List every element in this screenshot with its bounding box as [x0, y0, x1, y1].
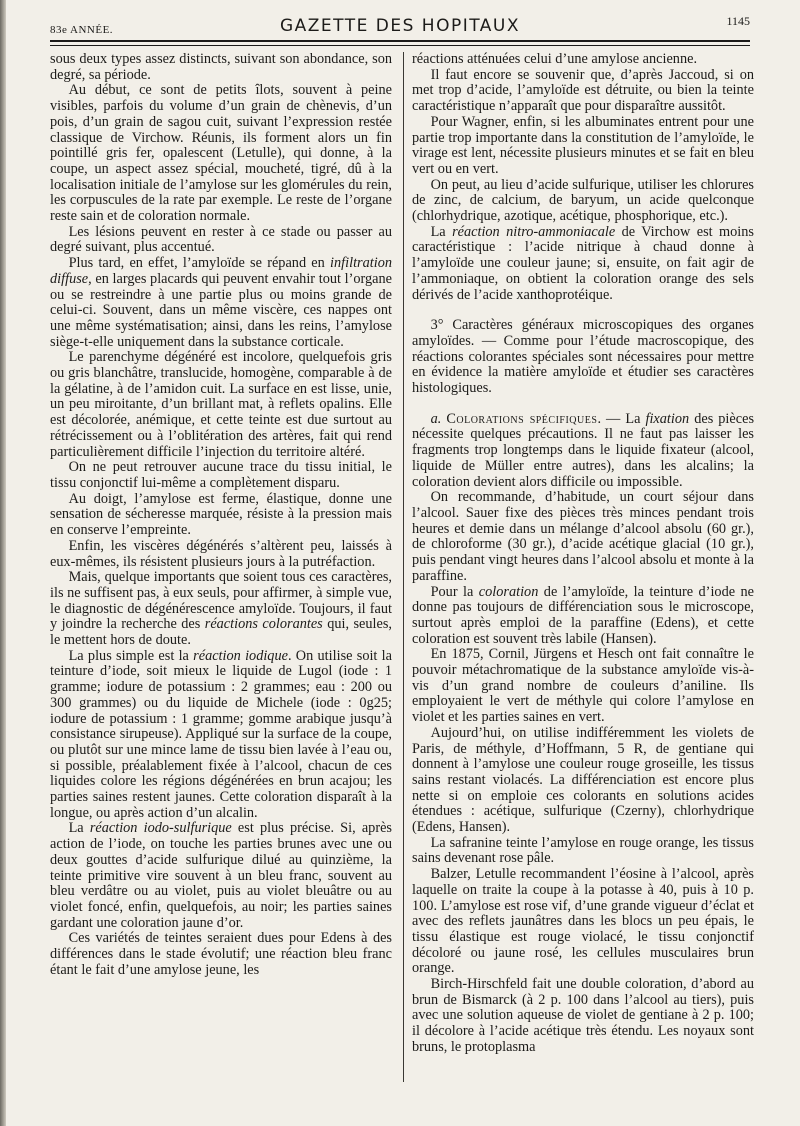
paragraph: La réaction nitro-ammoniacale de Virchow est moins caractéristique : l’acide nitrique à chaud donne à l’amyloïde une couleur jaune; si, ensuite, on fait agir de l’ammoniaque, on obtient la coloration orange des sels dérivés de l’acide xanthoprotéique. [412, 223, 754, 303]
paragraph: Il faut encore se souvenir que, d’après Jaccoud, si on met trop d’acide, l’amyloïde est détruite, ou bien la teinte caractéristique n’apparaît que pour disparaître aussitôt. [412, 66, 754, 115]
paragraph: Aujourd’hui, on utilise indifféremment les violets de Paris, de méthyle, d’Hoffmann, 5 R, de gentiane qui donnent à l’amylose une couleur rouge groseille, les tissus sains restant violacés. La différenciation est encore plus nette si on emploie ces colorants en solutions acides étendues : acétique, sulfurique (Czerny), chlorhydrique (Edens, Hansen). [412, 724, 754, 836]
page-edge-shadow [0, 0, 6, 1126]
header-rule-thin [50, 45, 750, 46]
paragraph: sous deux types assez distincts, suivant son abondance, son degré, sa période. [50, 51, 392, 83]
left-column [50, 52, 392, 978]
paragraph: Les lésions peuvent en rester à ce stade ou passer au degré suivant, plus accentué. [50, 223, 392, 256]
subsection-title: Colorations spécifiques [446, 410, 598, 427]
paragraph: Birch-Hirschfeld fait une double coloration, d’abord au brun de Bismarck (à 2 p. 100 dans l’alcool au tiers), puis avec une solution aqueuse de violet de gentiane à 2 p. 100; il décolore à l’acide acétique très étendu. Les noyaux sont bruns, le protoplasma [412, 976, 754, 1055]
header-rule [50, 40, 750, 42]
paragraph: La plus simple est la réaction iodique. On utilise soit la teinture d’iode, soit mieux le liquide de Lugol (iode : 1 gramme; iodure de potassium : 2 grammes; eau : 200 ou 300 grammes) ou du liquide de Michele (iode : 0g25; iodure de potassium : 1 gramme; gomme arabique jusqu’à consistance sirupeuse). Appliqué sur la surface de la coupe, ou plutôt sur une mince lame de tissu bien lavée à l’eau ou, si possible, préalablement fixée à l’alcool, chacun de ces liquides colore les régions dégénérées en brun acajou; les parties saines restent jaunes. Cette coloration disparaît à la longue, ou après action d’un alcalin. [50, 647, 392, 821]
journal-title: GAZETTE DES HOPITAUX [279, 16, 521, 36]
paragraph: On peut, au lieu d’acide sulfurique, utiliser les chlorures de zinc, de calcium, de baryum, un acide quelconque (chlorhydrique, azotique, acétique, phosphorique, etc.). [412, 176, 754, 225]
column-divider [403, 52, 404, 1082]
paragraph: réactions atténuées celui d’une amylose ancienne. [412, 51, 698, 67]
paragraph: Mais, quelque importants que soient tous ces caractères, ils ne suffisent pas, à eux seuls, pour affirmer, à simple vue, le diagnostic de dégénérescence amyloïde. Toujours, il faut y joindre la recherche des réactions colorantes qui, seules, le mettent hors de doute. [50, 569, 392, 649]
paragraph: On recommande, d’habitude, un court séjour dans l’alcool. Sauer fixe des pièces très minces pendant trois heures et demie dans un mélange d’alcool absolu (60 gr.), de chloroforme (30 gr.), d’acide acétique glacial (10 gr.), puis pendant vingt heures dans l’alcool absolu et monte à la paraffine. [412, 489, 754, 584]
paragraph: Pour Wagner, enfin, si les albuminates entrent pour une partie trop importante dans la constitution de l’amyloïde, le virage est lent, nécessite plusieurs minutes et se fait en bleu vert ou en vert. [412, 113, 754, 177]
subsection-paragraph: a. Colorations spécifiques. — La fixation des pièces nécessite quelques précautions. Il ne faut pas laisser les fragments trop longtemps dans le liquide fixateur (alcool, liquide de Müller entre autres), dans les alcalins; la coloration devient alors difficile ou impossible. [412, 410, 755, 490]
page-number: 1145 [726, 14, 750, 28]
paragraph: Le parenchyme dégénéré est incolore, quelquefois gris ou gris blanchâtre, translucide, homogène, comparable à de la gélatine, à de l’amidon cuit. La surface en est lisse, unie, un peu miroitante, d’un brillant mat, à reflets opalins. Elle est décolorée, anémique, et cette teinte est due surtout au rétrécissement ou à l’oblitération des artères, fait qui rend particulièrement difficile l’injection du territoire altéré. [50, 349, 392, 460]
paragraph: Au doigt, l’amylose est ferme, élastique, donne une sensation de sécheresse marquée, résiste à la pression mais en conserve l’empreinte. [50, 490, 392, 539]
paragraph: Au début, ce sont de petits îlots, souvent à peine visibles, parfois du volume d’un grain de chènevis, d’un pois, d’un grain de sagou cuit, suivant l’expression restée classique de Virchow. Réunis, ils forment alors un fin pointillé gris fer, opalescent (Letulle), qui donne, à la coupe, un aspect assez spécial, moucheté, tigré, dû à la localisation initiale de l’amylose sur les glomérules du rein, les corpuscules de la rate par exemple. Le reste de l’organe reste sain et de coloration normale. [50, 82, 392, 225]
paragraph: Ces variétés de teintes seraient dues pour Edens à des différences dans le stade évolutif; une réaction bleu franc étant le fait d’une amylose jeune, les [50, 930, 392, 978]
section-heading: 3° Caractères généraux microscopiques des organes amyloïdes. [412, 317, 754, 349]
paragraph: En 1875, Cornil, Jürgens et Hesch ont fait connaître le pouvoir métachromatique de la substance amyloïde vis-à-vis d’un grand nombre de couleurs d’aniline. Ils employaient le vert de méthyle qui colore l’amylose en violet et les parties saines en vert. [412, 646, 754, 726]
paragraph: La réaction iodo-sulfurique est plus précise. Si, après action de l’iode, on touche les parties brunes avec une ou deux gouttes d’acide sulfurique dilué au quinzième, la teinte primitive vire souvent à un bleu franc, souvent au bleu verdâtre ou au violet, puis au violet bleuâtre ou au violet foncé, enfin, quelquefois, au noir; les parties saines gardant une coloration jaune d’or. [50, 820, 392, 931]
section-heading-paragraph: 3° Caractères généraux microscopiques des organes amyloïdes. — Comme pour l’étude macroscopique, des réactions colorantes spéciales sont nécessaires pour mettre en évidence la matière amyloïde et étudier ses caractères histologiques. [412, 317, 754, 397]
paragraph: Pour la coloration de l’amyloïde, la teinture d’iode ne donne pas toujours de différenciation sous le microscope, surtout après emploi de la paraffine (Edens), et cette coloration est souvent très labile (Hansen). [412, 583, 754, 647]
paragraph: La safranine teinte l’amylose en rouge orange, les tissus sains devenant rose pâle. [412, 834, 754, 867]
paragraph: Enfin, les viscères dégénérés s’altèrent peu, laissés à eux-mêmes, ils résistent plusieurs jours à la putréfaction. [50, 537, 392, 570]
right-column [412, 52, 754, 1056]
year-label: 83e ANNÉE. [50, 24, 114, 36]
paragraph: On ne peut retrouver aucune trace du tissu initial, le tissu conjonctif lui-même a complètement disparu. [50, 459, 392, 491]
page-header [50, 12, 750, 38]
paragraph: Plus tard, en effet, l’amyloïde se répand en infiltration diffuse, en larges placards qui peuvent envahir tout l’organe ou se restreindre à une partie plus ou moins grande de celui-ci. Souvent, dans un même viscère, ces nappes ont une même systématisation; ainsi, dans les reins, l’amylose siège-t-elle uniquement dans la substance corticale. [50, 255, 392, 350]
paragraph: Balzer, Letulle recommandent l’éosine à l’alcool, après laquelle on traite la coupe à la potasse à 40, puis à 10 p. 100. L’amylose est rose vif, d’une grande vigueur d’éclat et avec des reflets jaunâtres dans les blocs un peu épais, le tissu élastique est rouge violacé, le tissu conjonctif décoloré ou jaune rosé, les cellules musculaires brun orange. [412, 866, 754, 977]
